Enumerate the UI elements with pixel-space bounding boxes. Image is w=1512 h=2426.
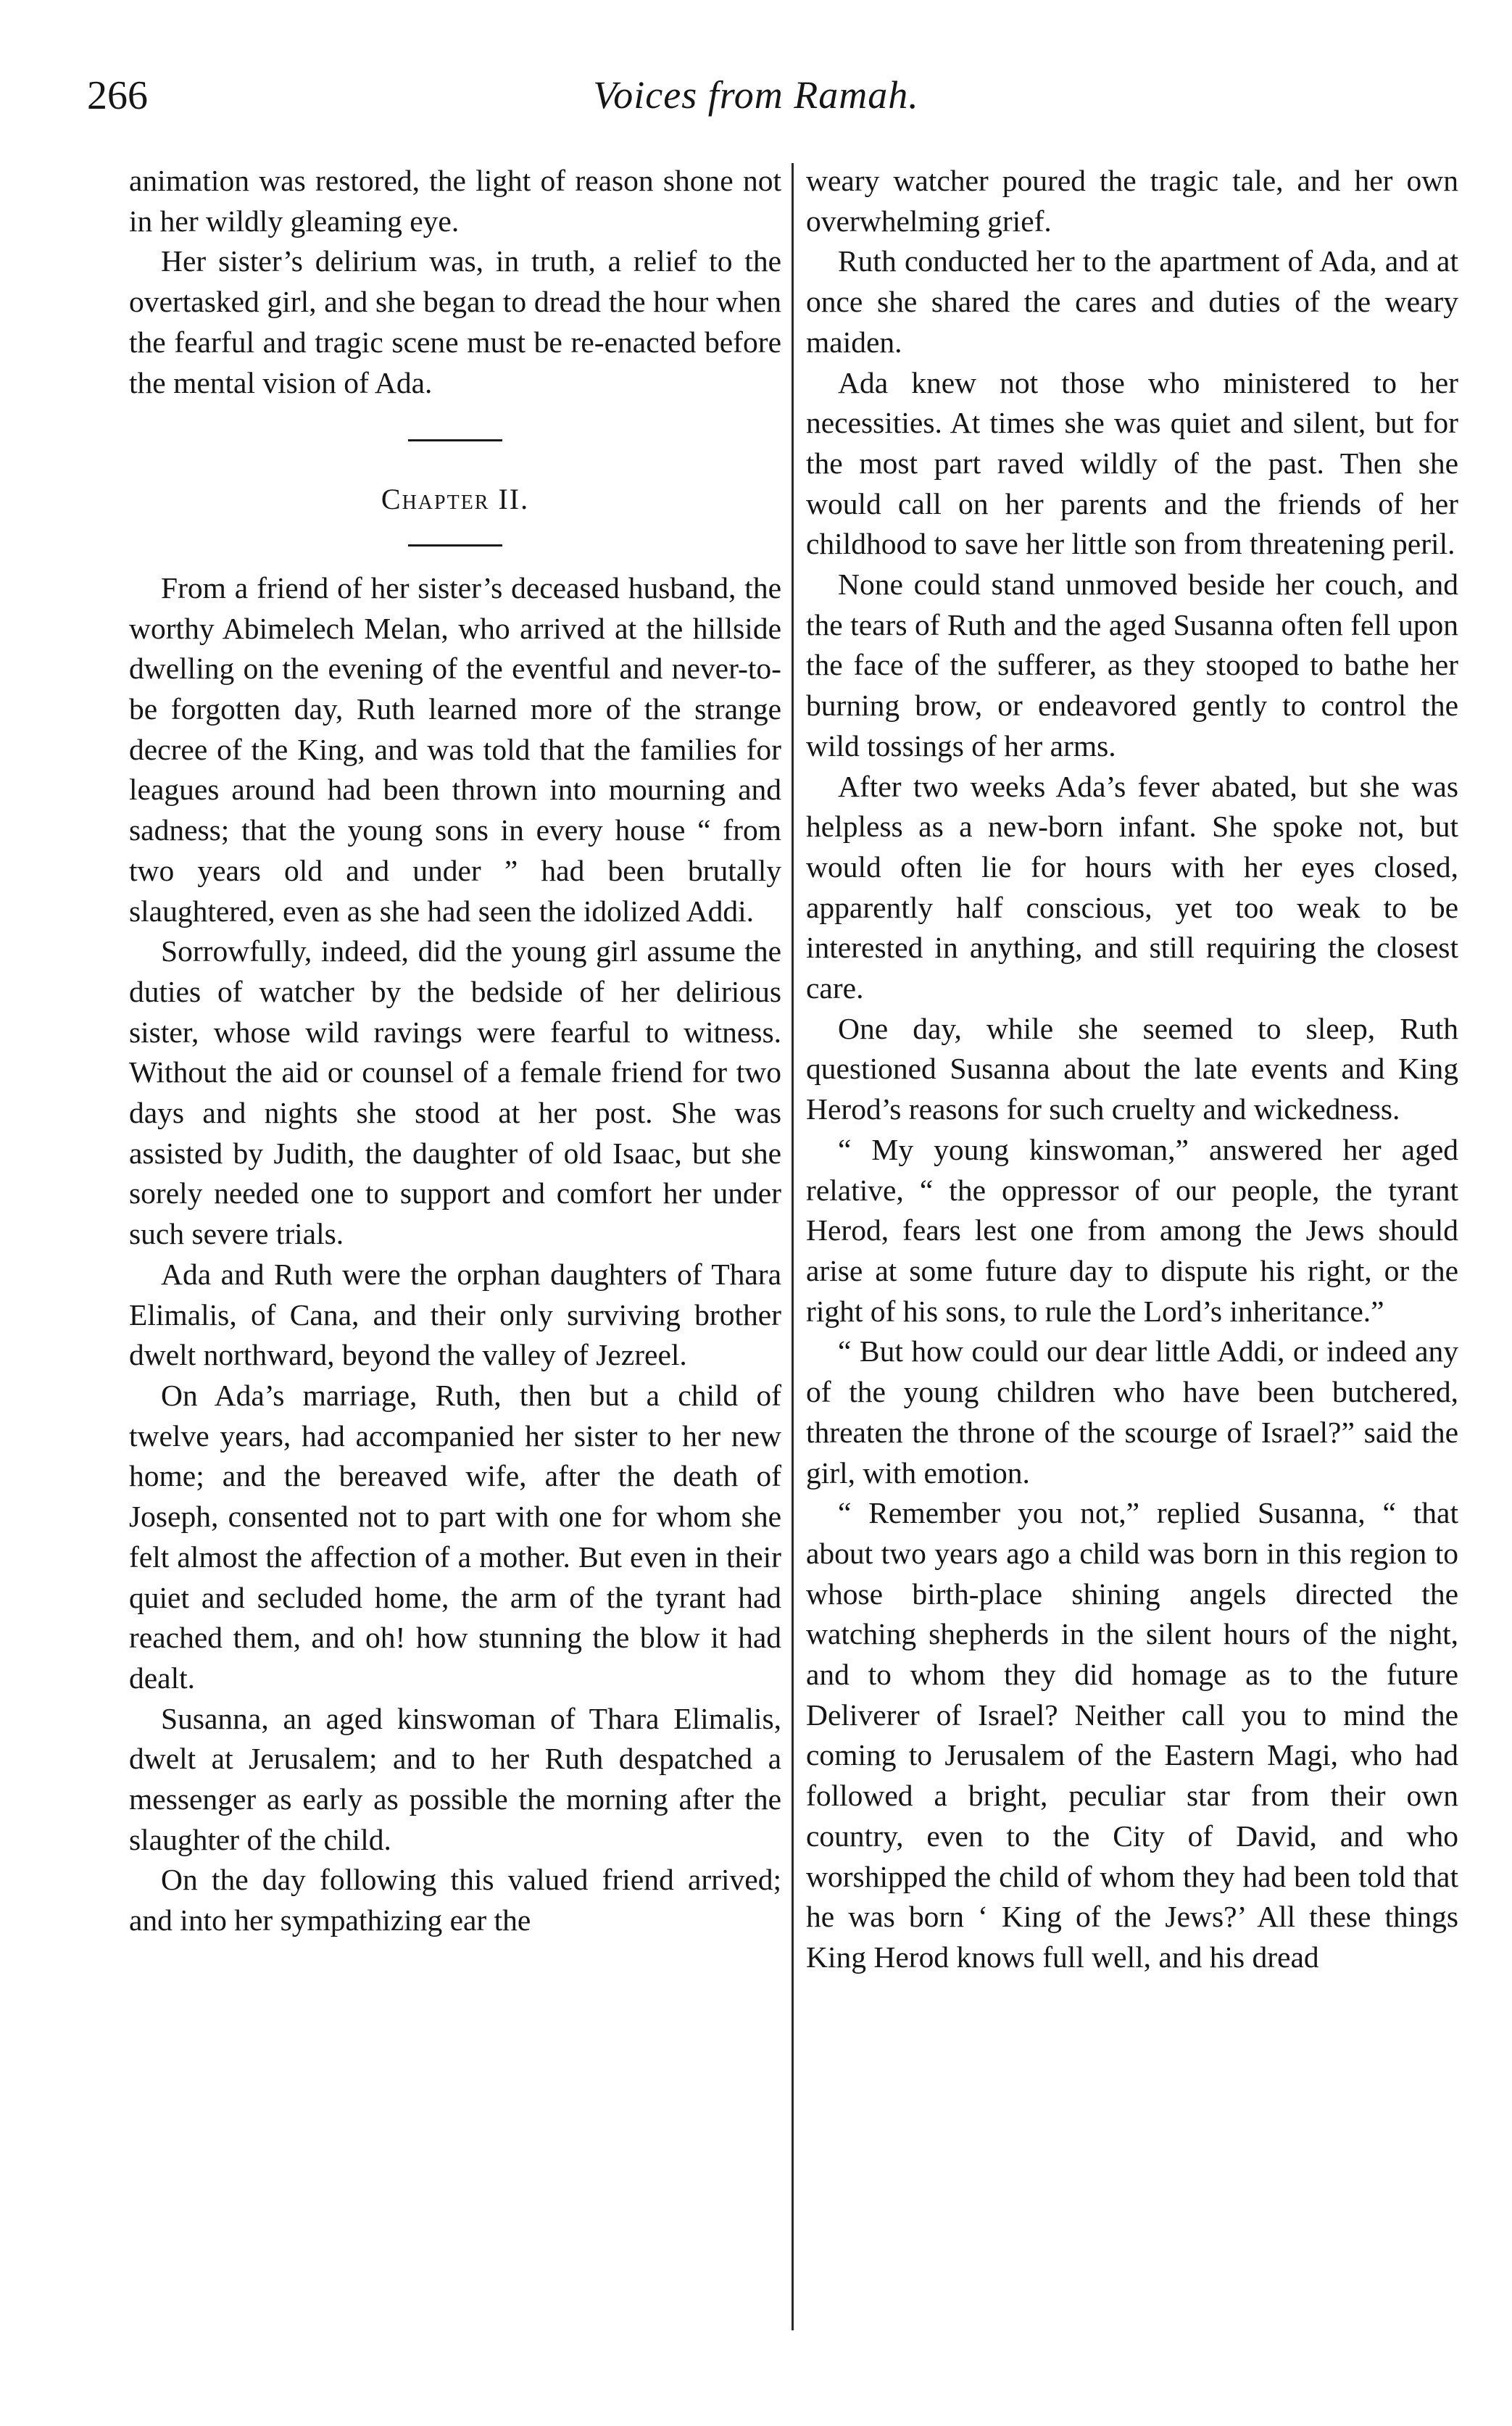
paragraph: One day, while she seemed to sleep, Ruth questioned Susanna about the late events and King Herod’s reasons for such cruelty and wickedness.: [806, 1011, 1458, 1126]
right-column: [806, 161, 1458, 2328]
paragraph: “ My young kinswoman,” answered her aged relative, “ the oppressor of our people, the tyrant Herod, fears lest one from among the Jews should arise at some future day to dispute his right, or the right of his sons, to rule the Lord’s inheritance.”: [806, 1132, 1458, 1328]
paragraph: Ruth conducted her to the apartment of Ada, and at once she shared the cares and duties of the weary maiden.: [806, 244, 1458, 359]
paragraph: From a friend of her sister’s deceased husband, the worthy Abimelech Melan, who arrived at the hillside dwelling on the evening of the eventful and never-to-be forgotten day, Ruth learned more of the strange decree of the King, and was told that the families for leagues around had been thrown into mourning and sadness; that the young sons in every house “ from two years old and under ” had been brutally slaughtered, even as she had seen the idolized Addi.: [129, 570, 781, 928]
paragraph: Ada knew not those who ministered to her necessities. At times she was quiet and silent, but for the most part raved wildly of the past. Then she would call on her parents and the friends of her childhood to save her little son from threatening peril.: [806, 365, 1458, 561]
left-column: [129, 161, 781, 2328]
paragraph: After two weeks Ada’s fever abated, but she was helpless as a new-born infant. She spoke not, but would often lie for hours with her eyes closed, apparently half conscious, yet too weak to be interested in anything, and still requiring the closest care.: [806, 769, 1458, 1005]
paragraph: animation was restored, the light of reason shone not in her wildly gleaming eye.: [129, 164, 781, 238]
paragraph: Susanna, an aged kinswoman of Thara Elimalis, dwelt at Jerusalem; and to her Ruth despatched a messenger as early as possible the morning after the slaughter of the child.: [129, 1701, 781, 1856]
paragraph: Ada and Ruth were the orphan daughters of Thara Elimalis, of Cana, and their only surviving brother dwelt northward, beyond the valley of Jezreel.: [129, 1257, 781, 1372]
paragraph: “ Remember you not,” replied Susanna, “ that about two years ago a child was born in this region to whose birth-place shining angels directed the watching shepherds in the silent hours of the night, and to whom they did homage as to the future Deliverer of Israel? Neither call you to mind the coming to Jerusalem of the Eastern Magi, who had followed a bright, peculiar star from their own country, even to the City of David, and who worshipped the child of whom they had been told that he was born ‘ King of the Jews?’ All these things King Herod knows full well, and his dread: [806, 1496, 1458, 1974]
paragraph: None could stand unmoved beside her couch, and the tears of Ruth and the aged Susanna often fell upon the face of the sufferer, as they stooped to bathe her burning brow, or endeavored gently to control the wild tossings of her arms.: [806, 568, 1458, 763]
paragraph: “ But how could our dear little Addi, or indeed any of the young children who have been butchered, threaten the throne of the scourge of Israel?” said the girl, with emotion.: [806, 1334, 1458, 1490]
chapter-heading: Chapter II.: [381, 483, 530, 516]
paragraph: Her sister’s delirium was, in truth, a relief to the overtasked girl, and she began to dread the hour when the fearful and tragic scene must be re-enacted before the mental vision of Ada.: [129, 244, 781, 399]
paragraph: Sorrowfully, indeed, did the young girl assume the duties of watcher by the bedside of her delirious sister, whose wild ravings were fearful to witness. Without the aid or counsel of a female friend for two days and nights she stood at her post. She was assisted by Judith, the daughter of old Isaac, but she sorely needed one to support and comfort her under such severe trials.: [129, 934, 781, 1251]
column-divider: [792, 163, 794, 2330]
section-rule: [408, 544, 502, 547]
paragraph: On the day following this valued friend arrived; and into her sympathizing ear the: [129, 1863, 781, 1937]
paragraph: weary watcher poured the tragic tale, and her own overwhelming grief.: [806, 164, 1458, 238]
page-number: 266: [87, 73, 148, 118]
running-title: Voices from Ramah.: [593, 73, 919, 117]
page-header: [0, 72, 1512, 130]
paragraph: On Ada’s marriage, Ruth, then but a child of twelve years, had accompanied her sister to her new home; and the bereaved wife, after the death of Joseph, consented not to part with one for whom she felt almost the affection of a mother. But even in their quiet and secluded home, the arm of the tyrant had reached them, and oh! how stunning the blow it had dealt.: [129, 1378, 781, 1695]
section-rule: [408, 439, 502, 441]
